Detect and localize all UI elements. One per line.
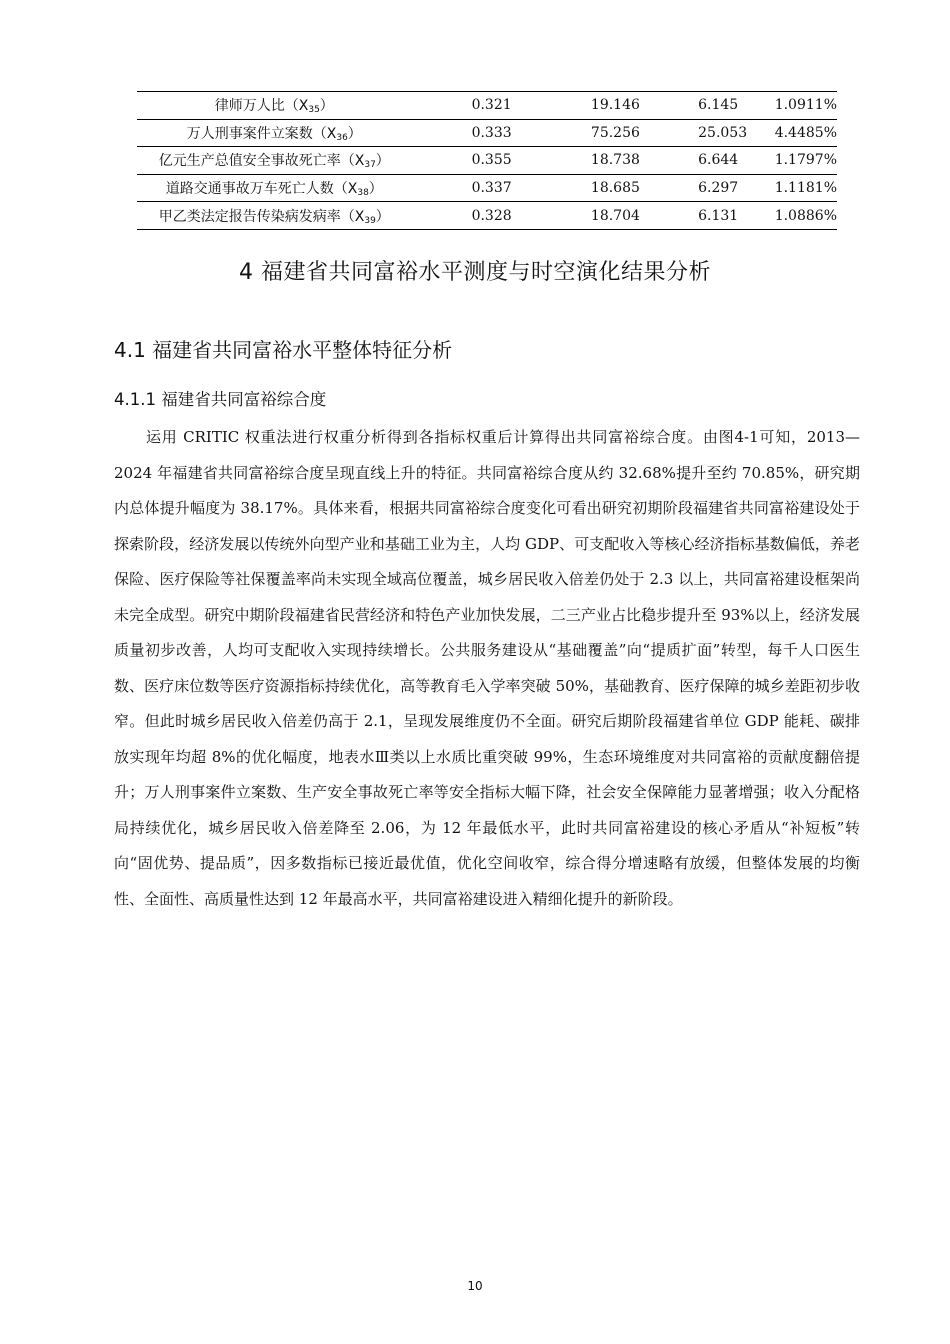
section-title: 4.1 福建省共同富裕水平整体特征分析: [114, 338, 453, 362]
cell-value-3: 6.131: [694, 202, 775, 230]
cell-value-1: 0.328: [412, 202, 565, 230]
indicator-label: 律师万人比（X: [214, 98, 309, 115]
cell-value-3: 6.644: [694, 147, 775, 175]
body-text: [114, 420, 860, 917]
cell-value-1: 0.355: [412, 147, 565, 175]
chapter-title: 4 福建省共同富裕水平测度与时空演化结果分析: [239, 260, 711, 285]
indicator-name: [137, 174, 412, 202]
indicator-close: ）: [375, 153, 390, 170]
indicator-subscript: 35: [308, 105, 320, 116]
indicator-subscript: 38: [357, 188, 369, 199]
cell-value-3: 6.297: [694, 174, 775, 202]
indicator-close: ）: [319, 98, 334, 115]
paragraph: 运用 CRITIC 权重法进行权重分析得到各指标权重后计算得出共同富裕综合度。由图4-1可知，2013—2024 年福建省共同富裕综合度呈现直线上升的特征。共同富裕综合度从约 32.68%提升至约 70.85%，研究期内总体提升幅度为 38.17%。具体来看，根据共同富裕综合度变化可看出研究初期阶段福建省共同富裕建设处于探索阶段，经济发展以传统外向型产业和基础工业为主，人均 GDP、可支配收入等核心经济指标基数偏低，养老保险、医疗保险等社保覆盖率尚未实现全域高位覆盖，城乡居民收入倍差仍处于 2.3 以上，共同富裕建设框架尚未完全成型。研究中期阶段福建省民营经济和特色产业加快发展，二三产业占比稳步提升至 93%以上，经济发展质量初步改善，人均可支配收入实现持续增长。公共服务建设从“基础覆盖”向“提质扩面”转型，每千人口医生数、医疗床位数等医疗资源指标持续优化，高等教育毛入学率突破 50%，基础教育、医疗保障的城乡差距初步收窄。但此时城乡居民收入倍差仍高于 2.1，呈现发展维度仍不全面。研究后期阶段福建省单位 GDP 能耗、碳排放实现年均超 8%的优化幅度，地表水Ⅲ类以上水质比重突破 99%，生态环境维度对共同富裕的贡献度翻倍提升；万人刑事案件立案数、生产安全事故死亡率等安全指标大幅下降，社会安全保障能力显著增强；收入分配格局持续优化，城乡居民收入倍差降至 2.06，为 12 年最低水平，此时共同富裕建设的核心矛盾从“补短板”转向“固优势、提品质”，因多数指标已接近最优值，优化空间收窄，综合得分增速略有放缓，但整体发展的均衡性、全面性、高质量性达到 12 年最高水平，共同富裕建设进入精细化提升的新阶段。: [114, 428, 860, 908]
indicator-name: [137, 202, 412, 230]
cell-weight: 4.4485%: [775, 119, 837, 147]
indicator-label: 万人刑事案件立案数（X: [186, 125, 337, 142]
indicator-label: 亿元生产总值安全事故死亡率（X: [158, 153, 365, 170]
indicator-name: [137, 92, 412, 120]
table-row: [137, 202, 837, 230]
indicator-name: [137, 119, 412, 147]
cell-value-2: 75.256: [565, 119, 694, 147]
table-row: [137, 119, 837, 147]
indicator-name: [137, 147, 412, 175]
cell-value-1: 0.321: [471, 97, 512, 114]
cell-value-2: 18.685: [565, 174, 694, 202]
indicator-subscript: 39: [364, 215, 376, 226]
indicator-weight-table: [137, 91, 837, 230]
cell-value-2: 18.738: [565, 147, 694, 175]
indicator-subscript: 37: [364, 160, 376, 171]
cell-value-2: 19.146: [590, 97, 640, 114]
cell-weight: 1.1181%: [775, 174, 837, 202]
table-row: [137, 92, 837, 120]
indicator-close: ）: [368, 181, 383, 198]
cell-value-3: 25.053: [694, 119, 775, 147]
cell-value-1: 0.337: [412, 174, 565, 202]
subsection-title: 4.1.1 福建省共同富裕综合度: [114, 390, 327, 409]
indicator-label: 道路交通事故万车死亡人数（X: [165, 181, 358, 198]
cell-weight: 1.1797%: [775, 147, 837, 175]
table-row: [137, 174, 837, 202]
indicator-close: ）: [375, 208, 390, 225]
cell-value-1: 0.333: [412, 119, 565, 147]
cell-weight: 1.0886%: [775, 202, 837, 230]
page-number: 10: [467, 1279, 483, 1293]
indicator-label: 甲乙类法定报告传染病发病率（X: [158, 208, 365, 225]
cell-value-3: 6.145: [698, 97, 739, 114]
table-row: [137, 147, 837, 175]
indicator-close: ）: [347, 125, 362, 142]
cell-weight: 1.0911%: [774, 97, 837, 114]
cell-value-2: 18.704: [565, 202, 694, 230]
indicator-subscript: 36: [336, 132, 348, 143]
